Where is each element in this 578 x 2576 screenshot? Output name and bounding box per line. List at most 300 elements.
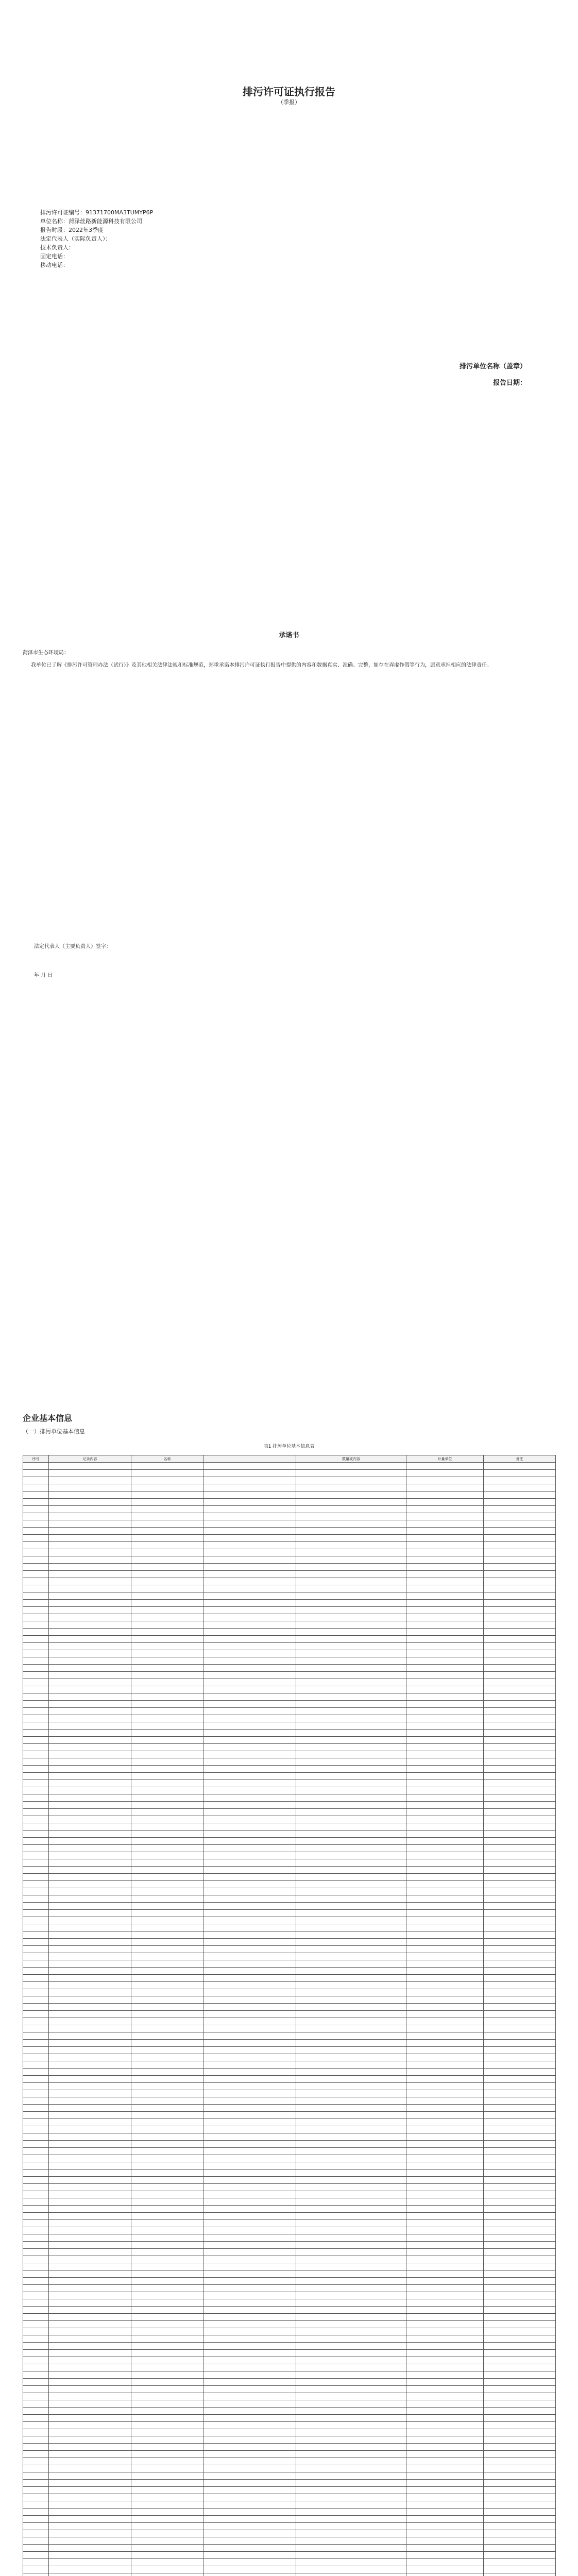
table-cell <box>484 2032 556 2040</box>
table-cell <box>484 1679 556 1686</box>
table-cell <box>23 2307 49 2314</box>
table-cell <box>23 1751 49 1758</box>
table-cell <box>131 2170 203 2177</box>
table-row <box>23 1701 556 1708</box>
table-cell <box>203 2314 296 2321</box>
table-cell <box>49 1859 131 1867</box>
table-cell <box>49 1542 131 1549</box>
table-cell <box>406 1513 484 1520</box>
table-cell <box>203 2170 296 2177</box>
table-cell <box>484 1794 556 1802</box>
table-cell <box>23 2155 49 2162</box>
table-cell <box>23 2386 49 2393</box>
table-cell <box>131 1895 203 1903</box>
table-cell <box>296 2350 406 2357</box>
table-cell <box>23 2148 49 2155</box>
table-cell <box>484 2364 556 2371</box>
table-cell <box>203 1917 296 1924</box>
table-cell <box>296 1470 406 1477</box>
table-cell <box>203 1722 296 1730</box>
table-cell <box>203 1679 296 1686</box>
table-row <box>23 2025 556 2032</box>
table-cell <box>131 1946 203 1953</box>
table-cell <box>131 1672 203 1679</box>
table-cell <box>49 1629 131 1636</box>
table-cell <box>203 1924 296 1931</box>
table-cell <box>203 1881 296 1888</box>
table-cell <box>296 2314 406 2321</box>
table-cell <box>406 1679 484 1686</box>
table-cell <box>131 1592 203 1600</box>
table-cell <box>131 2112 203 2119</box>
table-cell <box>203 2393 296 2400</box>
table-cell <box>203 1585 296 1592</box>
table-cell <box>296 1946 406 1953</box>
table-row <box>23 2364 556 2371</box>
table-row <box>23 1874 556 1881</box>
table-cell <box>484 1715 556 1722</box>
table-cell <box>296 2371 406 2379</box>
table-cell <box>484 2451 556 2458</box>
table-cell <box>484 1636 556 1643</box>
table-cell <box>296 2393 406 2400</box>
table-cell <box>296 2032 406 2040</box>
table-cell <box>296 1614 406 1621</box>
table-cell <box>131 2141 203 2148</box>
table-cell <box>406 2069 484 2076</box>
table-cell <box>131 1780 203 1787</box>
table-cell <box>23 2480 49 2487</box>
table-cell <box>131 2133 203 2141</box>
table-cell <box>23 1903 49 1910</box>
table-cell <box>406 1528 484 1535</box>
table-cell <box>484 2335 556 2343</box>
table-cell <box>49 2047 131 2054</box>
table-cell <box>406 1556 484 1564</box>
table-cell <box>131 2516 203 2523</box>
table-row <box>23 1730 556 1737</box>
table-cell <box>203 1636 296 1643</box>
table-cell <box>23 1679 49 1686</box>
table-cell <box>23 2032 49 2040</box>
table-cell <box>406 2393 484 2400</box>
table-cell <box>131 1975 203 1982</box>
table-cell <box>23 1794 49 1802</box>
table-cell <box>49 1787 131 1794</box>
table-cell <box>203 2465 296 2472</box>
table-cell <box>296 1477 406 1484</box>
table-cell <box>131 2299 203 2307</box>
table-cell <box>203 2415 296 2422</box>
table-cell <box>131 2379 203 2386</box>
commitment-heading: 承诺书 <box>279 632 299 639</box>
table-cell <box>296 1499 406 1506</box>
table-header-cell: 序号 <box>23 1455 49 1463</box>
table-cell <box>484 2292 556 2299</box>
table-cell <box>203 2422 296 2429</box>
table-cell <box>203 1621 296 1629</box>
table-cell <box>484 2321 556 2328</box>
table-cell <box>203 1744 296 1751</box>
table-cell <box>296 1975 406 1982</box>
table-cell <box>131 2083 203 2090</box>
table-cell <box>49 2321 131 2328</box>
table-cell <box>484 1672 556 1679</box>
table-cell <box>131 2393 203 2400</box>
table-row <box>23 2386 556 2393</box>
table-cell <box>406 1766 484 1773</box>
table-cell <box>296 2234 406 2242</box>
table-cell <box>203 1975 296 1982</box>
table-row <box>23 1607 556 1614</box>
table-row <box>23 2133 556 2141</box>
table-cell <box>203 1643 296 1650</box>
table-cell <box>131 1585 203 1592</box>
table-cell <box>131 1744 203 1751</box>
table-cell <box>406 1816 484 1823</box>
table-cell <box>296 1809 406 1816</box>
table-cell <box>296 1787 406 1794</box>
table-row <box>23 2126 556 2133</box>
table-cell <box>49 2415 131 2422</box>
table-cell <box>131 1708 203 1715</box>
table-cell <box>131 2213 203 2220</box>
table-cell <box>484 2220 556 2227</box>
table-cell <box>49 1838 131 1845</box>
table-cell <box>49 1758 131 1766</box>
table-cell <box>23 2357 49 2364</box>
table-cell <box>131 2285 203 2292</box>
table-cell <box>484 2105 556 2112</box>
table-cell <box>23 1607 49 1614</box>
table-cell <box>296 2530 406 2537</box>
table-cell <box>406 1463 484 1470</box>
table-cell <box>23 2047 49 2054</box>
table-cell <box>23 1953 49 1960</box>
table-row <box>23 1506 556 1513</box>
table-cell <box>23 2472 49 2480</box>
table-row <box>23 2011 556 2018</box>
table-cell <box>296 1463 406 1470</box>
table-cell <box>49 2040 131 2047</box>
table-cell <box>131 2559 203 2566</box>
table-cell <box>484 2270 556 2278</box>
table-cell <box>484 2119 556 2126</box>
table-row <box>23 1549 556 1556</box>
table-cell <box>203 1506 296 1513</box>
table-cell <box>296 2227 406 2234</box>
table-cell <box>49 2004 131 2011</box>
table-cell <box>23 1506 49 1513</box>
table-cell <box>296 2112 406 2119</box>
table-cell <box>49 2509 131 2516</box>
table-cell <box>406 2162 484 2170</box>
table-row <box>23 2328 556 2335</box>
table-cell <box>203 2083 296 2090</box>
table-cell <box>203 2040 296 2047</box>
table-row <box>23 1679 556 1686</box>
table-cell <box>23 2509 49 2516</box>
table-cell <box>406 2061 484 2069</box>
table-cell <box>23 1758 49 1766</box>
table-cell <box>131 1953 203 1960</box>
table-cell <box>484 2408 556 2415</box>
table-cell <box>203 2119 296 2126</box>
table-cell <box>406 1831 484 1838</box>
table-cell <box>484 1607 556 1614</box>
table-cell <box>203 1982 296 1989</box>
table-cell <box>49 1939 131 1946</box>
table-cell <box>406 1895 484 1903</box>
table-cell <box>49 2177 131 2184</box>
table-cell <box>203 2451 296 2458</box>
table-cell <box>23 2343 49 2350</box>
table-row <box>23 2112 556 2119</box>
table-cell <box>23 1996 49 2004</box>
table-cell <box>23 1528 49 1535</box>
table-cell <box>23 2328 49 2335</box>
table-cell <box>23 1578 49 1585</box>
table-cell <box>49 2357 131 2364</box>
table-cell <box>49 2270 131 2278</box>
table-cell <box>406 2249 484 2256</box>
table-cell <box>131 1787 203 1794</box>
table-cell <box>49 1715 131 1722</box>
table-cell <box>23 2133 49 2141</box>
table-cell <box>484 2458 556 2465</box>
table-cell <box>49 1564 131 1571</box>
table-cell <box>49 2523 131 2530</box>
table-row <box>23 2198 556 2206</box>
table-cell <box>23 1492 49 1499</box>
table-cell <box>484 1946 556 1953</box>
table-cell <box>296 2299 406 2307</box>
table-cell <box>23 1636 49 1643</box>
table-cell <box>484 1463 556 1470</box>
table-cell <box>23 2292 49 2299</box>
table-cell <box>406 2559 484 2566</box>
table-cell <box>131 1852 203 1859</box>
table-cell <box>49 2393 131 2400</box>
table-cell <box>296 1960 406 1968</box>
table-cell <box>203 2249 296 2256</box>
table-cell <box>484 1910 556 1917</box>
table-cell <box>23 1939 49 1946</box>
table-cell <box>484 2025 556 2032</box>
table-cell <box>484 1766 556 1773</box>
table-cell <box>296 2357 406 2364</box>
table-cell <box>484 2256 556 2263</box>
table-cell <box>203 2256 296 2263</box>
table-cell <box>203 1794 296 1802</box>
table-cell <box>49 1910 131 1917</box>
table-row <box>23 2422 556 2429</box>
table-cell <box>49 2559 131 2566</box>
table-cell <box>23 1823 49 1831</box>
table-row <box>23 1672 556 1679</box>
table-cell <box>203 2444 296 2451</box>
table-row <box>23 2545 556 2552</box>
table-cell <box>296 1758 406 1766</box>
table-row <box>23 2487 556 2494</box>
table-cell <box>49 2162 131 2170</box>
table-cell <box>203 1751 296 1758</box>
table-cell <box>49 2191 131 2198</box>
table-cell <box>23 1924 49 1931</box>
table-cell <box>49 2516 131 2523</box>
table-cell <box>484 2198 556 2206</box>
table-cell <box>203 1910 296 1917</box>
table-cell <box>23 2177 49 2184</box>
table-cell <box>296 2162 406 2170</box>
table-cell <box>131 2270 203 2278</box>
table-cell <box>406 2170 484 2177</box>
table-cell <box>23 2364 49 2371</box>
table-cell <box>49 1665 131 1672</box>
table-cell <box>131 1823 203 1831</box>
table-cell <box>296 2415 406 2422</box>
table-cell <box>131 1643 203 1650</box>
table-cell <box>203 2069 296 2076</box>
table-row <box>23 1578 556 1585</box>
table-cell <box>406 2076 484 2083</box>
table-cell <box>131 1477 203 1484</box>
table-cell <box>23 2119 49 2126</box>
table-cell <box>131 1751 203 1758</box>
table-row <box>23 1535 556 1542</box>
table-cell <box>49 2314 131 2321</box>
table-cell <box>131 1535 203 1542</box>
table-cell <box>49 2350 131 2357</box>
table-cell <box>484 1931 556 1939</box>
table-cell <box>203 2523 296 2530</box>
table-cell <box>203 1931 296 1939</box>
table-row <box>23 1477 556 1484</box>
table-cell <box>203 2343 296 2350</box>
table-cell <box>203 2299 296 2307</box>
table-cell <box>203 2090 296 2097</box>
table-cell <box>49 1592 131 1600</box>
table-cell <box>131 1693 203 1701</box>
table-cell <box>406 1953 484 1960</box>
table-cell <box>23 2206 49 2213</box>
table-cell <box>23 2494 49 2501</box>
commitment-to: 菏泽市生态环境局： <box>23 650 69 656</box>
table-cell <box>49 2249 131 2256</box>
table-cell <box>23 2545 49 2552</box>
table-cell <box>203 1600 296 1607</box>
table-cell <box>484 1737 556 1744</box>
table-row <box>23 2537 556 2545</box>
table-cell <box>23 2537 49 2545</box>
table-cell <box>296 2480 406 2487</box>
table-cell <box>131 2444 203 2451</box>
table-cell <box>49 1730 131 1737</box>
table-cell <box>203 2566 296 2573</box>
table-cell <box>484 2516 556 2523</box>
table-cell <box>296 2083 406 2090</box>
table-cell <box>484 1859 556 1867</box>
table-cell <box>203 2018 296 2025</box>
table-cell <box>203 2458 296 2465</box>
table-row <box>23 1910 556 1917</box>
table-row <box>23 2458 556 2465</box>
table-cell <box>296 1650 406 1657</box>
table-row <box>23 2242 556 2249</box>
table-cell <box>131 2206 203 2213</box>
table-cell <box>131 1722 203 1730</box>
table-cell <box>23 1542 49 1549</box>
table-cell <box>49 2386 131 2393</box>
table-cell <box>131 2386 203 2393</box>
table-row <box>23 1859 556 1867</box>
table-cell <box>131 2025 203 2032</box>
table-cell <box>49 1982 131 1989</box>
table-cell <box>484 1549 556 1556</box>
table-cell <box>49 1636 131 1643</box>
table-cell <box>23 1672 49 1679</box>
table-cell <box>484 1585 556 1592</box>
table-row <box>23 2523 556 2530</box>
table-cell <box>131 1809 203 1816</box>
table-cell <box>49 1528 131 1535</box>
table-cell <box>484 1665 556 1672</box>
table-cell <box>203 2032 296 2040</box>
table-cell <box>406 2530 484 2537</box>
table-cell <box>484 1917 556 1924</box>
table-cell <box>131 2011 203 2018</box>
table-cell <box>203 2227 296 2234</box>
table-cell <box>296 2458 406 2465</box>
table-cell <box>203 2126 296 2133</box>
table-cell <box>406 2436 484 2444</box>
table-cell <box>23 1513 49 1520</box>
table-cell <box>23 2242 49 2249</box>
table-cell <box>131 2126 203 2133</box>
table-cell <box>131 1931 203 1939</box>
table-cell <box>131 1578 203 1585</box>
table-row <box>23 2292 556 2299</box>
table-cell <box>23 1816 49 1823</box>
table-cell <box>406 1665 484 1672</box>
table-cell <box>296 1852 406 1859</box>
table-cell <box>203 1838 296 1845</box>
table-cell <box>23 2011 49 2018</box>
table-cell <box>203 1492 296 1499</box>
table-cell <box>406 1693 484 1701</box>
table-cell <box>23 1549 49 1556</box>
table-row <box>23 1802 556 1809</box>
table-cell <box>49 2371 131 2379</box>
table-cell <box>23 1859 49 1867</box>
table-cell <box>23 1657 49 1665</box>
table-cell <box>296 2321 406 2328</box>
table-cell <box>49 1917 131 1924</box>
table-cell <box>49 2126 131 2133</box>
table-cell <box>23 1910 49 1917</box>
table-cell <box>49 2465 131 2472</box>
table-cell <box>296 1982 406 1989</box>
table-cell <box>49 1549 131 1556</box>
table-cell <box>23 2422 49 2429</box>
table-cell <box>49 2213 131 2220</box>
table-cell <box>131 2415 203 2422</box>
table-cell <box>406 1802 484 1809</box>
table-cell <box>203 2292 296 2299</box>
table-cell <box>203 2061 296 2069</box>
table-row <box>23 1773 556 1780</box>
table-cell <box>406 2494 484 2501</box>
